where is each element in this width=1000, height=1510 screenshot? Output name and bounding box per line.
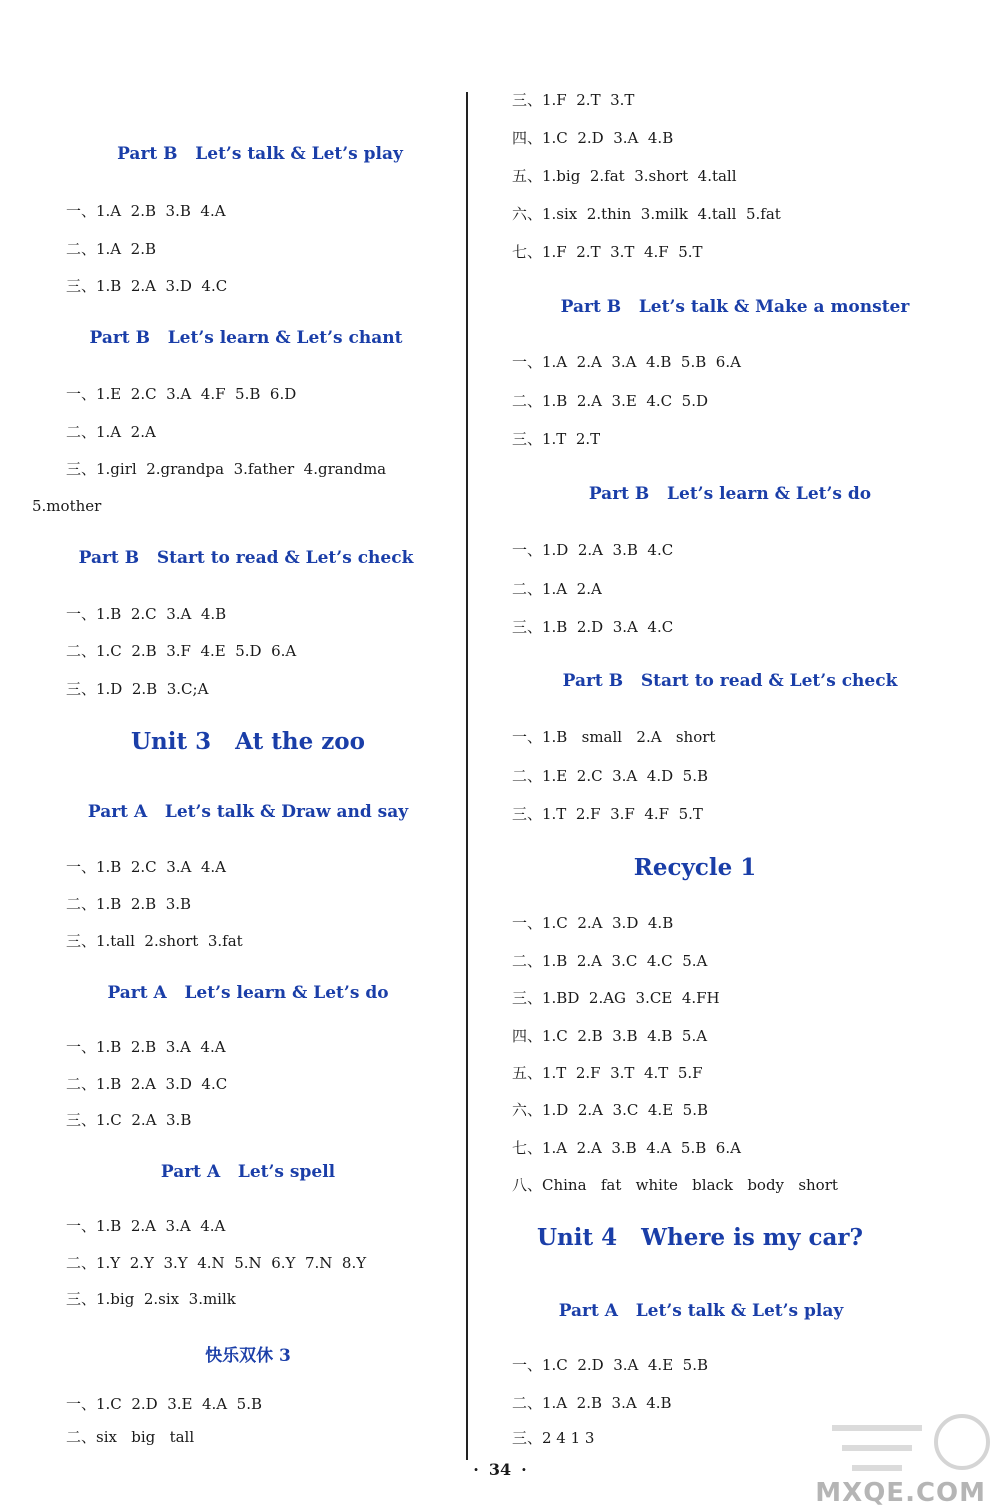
- section-heading: Part B Let’s talk & Make a monster: [560, 297, 910, 317]
- answer-line: 5.mother: [32, 497, 102, 515]
- answer-line: 二、1.C 2.B 3.F 4.E 5.D 6.A: [66, 642, 297, 660]
- answer-line: 二、1.A 2.B: [66, 240, 157, 258]
- answer-line: 三、1.T 2.T: [512, 430, 601, 448]
- answer-line: 三、1.F 2.T 3.T: [512, 91, 635, 109]
- answer-line: 六、1.D 2.A 3.C 4.E 5.B: [512, 1101, 709, 1119]
- answer-line: 三、1.T 2.F 3.F 4.F 5.T: [512, 805, 703, 823]
- answer-line: 二、1.B 2.A 3.C 4.C 5.A: [512, 952, 708, 970]
- answer-line: 二、1.B 2.A 3.E 4.C 5.D: [512, 392, 709, 410]
- column-divider: [466, 92, 468, 1460]
- answer-line: 七、1.F 2.T 3.T 4.F 5.T: [512, 243, 703, 261]
- answer-line: 六、1.six 2.thin 3.milk 4.tall 5.fat: [512, 205, 781, 223]
- answer-line: 二、1.A 2.A: [512, 580, 602, 598]
- section-heading: Part B Let’s learn & Let’s chant: [89, 328, 403, 348]
- page-number: · 34 ·: [473, 1460, 527, 1479]
- answer-line: 七、1.A 2.A 3.B 4.A 5.B 6.A: [512, 1139, 741, 1157]
- answer-line: 二、1.B 2.A 3.D 4.C: [66, 1075, 228, 1093]
- section-heading: Part A Let’s talk & Let’s play: [558, 1301, 844, 1321]
- unit-heading: Recycle 1: [633, 854, 757, 881]
- section-heading: Part A Let’s learn & Let’s do: [107, 983, 389, 1003]
- answer-line: 一、1.C 2.D 3.A 4.E 5.B: [512, 1356, 709, 1374]
- answer-line: 一、1.A 2.B 3.B 4.A: [66, 202, 226, 220]
- answer-line: 三、2 4 1 3: [512, 1429, 595, 1447]
- answer-line: 一、1.E 2.C 3.A 4.F 5.B 6.D: [66, 385, 297, 403]
- section-heading: Part B Let’s learn & Let’s do: [588, 484, 872, 504]
- unit-heading: Unit 4 Where is my car?: [536, 1224, 864, 1251]
- answer-line: 一、1.A 2.A 3.A 4.B 5.B 6.A: [512, 353, 741, 371]
- answer-line: 二、1.B 2.B 3.B: [66, 895, 192, 913]
- answer-line: 一、1.C 2.A 3.D 4.B: [512, 914, 674, 932]
- answer-line: 一、1.B 2.B 3.A 4.A: [66, 1038, 226, 1056]
- answer-line: 二、1.A 2.B 3.A 4.B: [512, 1394, 672, 1412]
- answer-line: 一、1.B 2.C 3.A 4.A: [66, 858, 227, 876]
- section-heading: Part B Start to read & Let’s check: [78, 548, 414, 568]
- answer-line: 三、1.B 2.D 3.A 4.C: [512, 618, 674, 636]
- answer-line: 二、1.E 2.C 3.A 4.D 5.B: [512, 767, 709, 785]
- unit-heading: Unit 3 At the zoo: [131, 728, 365, 755]
- answer-line: 一、1.B 2.A 3.A 4.A: [66, 1217, 226, 1235]
- answer-line: 三、1.tall 2.short 3.fat: [66, 932, 243, 950]
- answer-line: 二、1.A 2.A: [66, 423, 156, 441]
- section-heading: Part A Let’s talk & Draw and say: [87, 802, 409, 822]
- answer-line: 五、1.T 2.F 3.T 4.T 5.F: [512, 1064, 703, 1082]
- page-number-value: 34: [488, 1460, 512, 1479]
- answer-line: 三、1.BD 2.AG 3.CE 4.FH: [512, 989, 720, 1007]
- answer-line: 三、1.C 2.A 3.B: [66, 1111, 192, 1129]
- answer-line: 四、1.C 2.D 3.A 4.B: [512, 129, 674, 147]
- answer-line: 三、1.girl 2.grandpa 3.father 4.grandma: [66, 460, 387, 478]
- answer-line: 一、1.C 2.D 3.E 4.A 5.B: [66, 1395, 263, 1413]
- answer-line: 一、1.B 2.C 3.A 4.B: [66, 605, 227, 623]
- section-heading: Part A Let’s spell: [160, 1162, 336, 1182]
- answer-line: 三、1.big 2.six 3.milk: [66, 1290, 236, 1308]
- section-heading: Part B Start to read & Let’s check: [562, 671, 898, 691]
- answer-line: 三、1.D 2.B 3.C;A: [66, 680, 209, 698]
- watermark-text: MXQE.COM: [815, 1478, 986, 1508]
- answer-line: 二、1.Y 2.Y 3.Y 4.N 5.N 6.Y 7.N 8.Y: [66, 1254, 367, 1272]
- answer-line: 五、1.big 2.fat 3.short 4.tall: [512, 167, 737, 185]
- section-heading: Part B Let’s talk & Let’s play: [117, 144, 403, 164]
- section-heading: 快乐双休 3: [205, 1346, 291, 1366]
- answer-line: 一、1.D 2.A 3.B 4.C: [512, 541, 674, 559]
- answer-line: 八、China fat white black body short: [512, 1176, 838, 1194]
- answer-line: 一、1.B small 2.A short: [512, 728, 716, 746]
- answer-line: 四、1.C 2.B 3.B 4.B 5.A: [512, 1027, 708, 1045]
- answer-line: 二、six big tall: [66, 1428, 195, 1446]
- answer-line: 三、1.B 2.A 3.D 4.C: [66, 277, 228, 295]
